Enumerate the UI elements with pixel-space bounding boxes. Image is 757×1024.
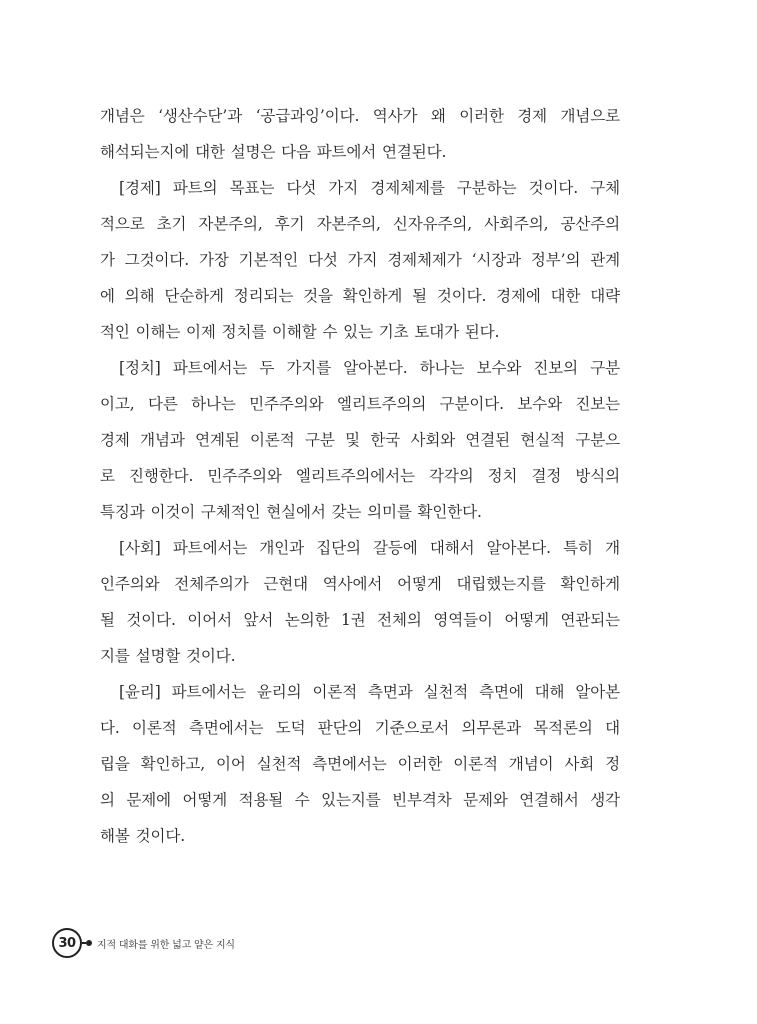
text-line: 해볼 것이다. (100, 827, 186, 845)
text-line: [윤리] 파트에서는 윤리의 이론적 측면과 실천적 측면에 대해 알아본 (119, 683, 620, 701)
text-line: 로 진행한다. 민주주의와 엘리트주의에서는 각각의 정치 결정 방식의 (100, 467, 620, 485)
body-text (100, 98, 620, 854)
text-line: 적인 이해는 이제 정치를 이해할 수 있는 기초 토대가 된다. (100, 323, 500, 341)
text-line: 에 의해 단순하게 정리되는 것을 확인하게 될 것이다. 경제에 대한 대략 (100, 287, 620, 305)
text-line: 이고, 다른 하나는 민주주의와 엘리트주의의 구분이다. 보수와 진보는 (100, 395, 620, 413)
page-number: 30 (52, 928, 82, 958)
text-line: 개념은 ‘생산수단’과 ‘공급과잉’이다. 역사가 왜 이러한 경제 개념으로 (100, 107, 620, 125)
text-line: 다. 이론적 측면에서는 도덕 판단의 기준으로서 의무론과 목적론의 대 (100, 719, 620, 737)
text-line: [정치] 파트에서는 두 가지를 알아본다. 하나는 보수와 진보의 구분 (119, 359, 620, 377)
text-line: 해석되는지에 대한 설명은 다음 파트에서 연결된다. (100, 143, 447, 161)
text-line: 지를 설명할 것이다. (100, 647, 236, 665)
text-line: 경제 개념과 연계된 이론적 구분 및 한국 사회와 연결된 현실적 구분으 (100, 431, 620, 449)
text-line: 특징과 이것이 구체적인 현실에서 갖는 의미를 확인한다. (100, 503, 482, 521)
bullet-dot-icon (86, 940, 92, 946)
text-line: 가 그것이다. 가장 기본적인 다섯 가지 경제체제가 ‘시장과 정부’의 관계 (100, 251, 620, 269)
text-line: [경제] 파트의 목표는 다섯 가지 경제체제를 구분하는 것이다. 구체 (119, 179, 620, 197)
text-line: 될 것이다. 이어서 앞서 논의한 1권 전체의 영역들이 어떻게 연관되는 (100, 611, 620, 629)
text-line: [사회] 파트에서는 개인과 집단의 갈등에 대해서 알아본다. 특히 개 (119, 539, 620, 557)
running-title: 지적 대화를 위한 넓고 얕은 지식 (97, 939, 235, 951)
text-line: 의 문제에 어떻게 적용될 수 있는지를 빈부격차 문제와 연결해서 생각 (100, 791, 620, 809)
text-line: 적으로 초기 자본주의, 후기 자본주의, 신자유주의, 사회주의, 공산주의 (100, 215, 620, 233)
page-footer (52, 928, 235, 958)
text-line: 립을 확인하고, 이어 실천적 측면에서는 이러한 이론적 개념이 사회 정 (100, 755, 620, 773)
text-line: 인주의와 전체주의가 근현대 역사에서 어떻게 대립했는지를 확인하게 (100, 575, 620, 593)
